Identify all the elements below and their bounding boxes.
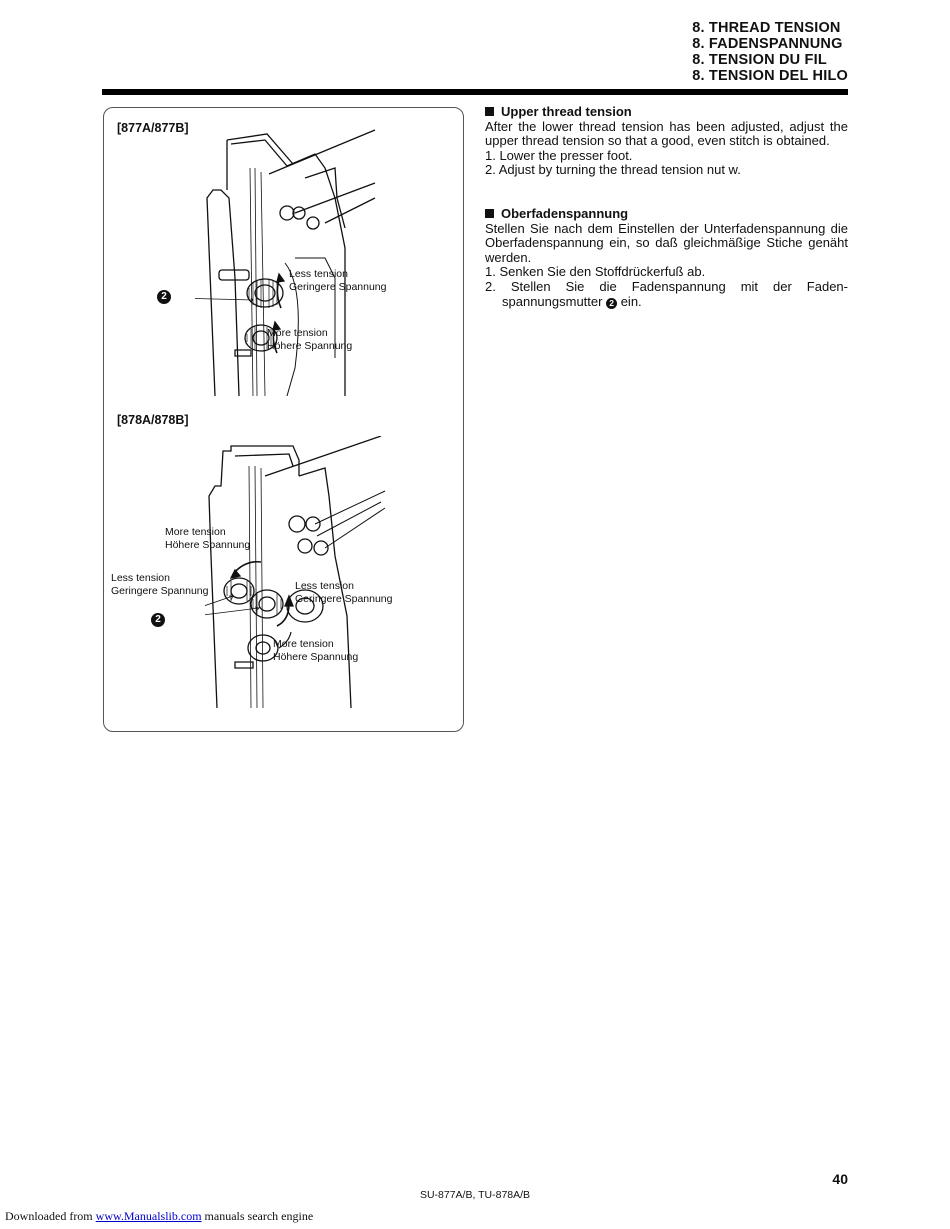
german-step-2 [485,280,848,309]
english-step-1: 1. Lower the presser foot. [485,147,633,163]
download-footer [5,1209,313,1224]
model-number: SU-877A/B, TU-878A/B [419,1189,531,1201]
header-title-en: 8. THREAD TENSION [692,20,841,36]
callout-less-de: Geringere Spannung [289,281,387,293]
tension-illustration-878 [205,436,395,708]
download-suffix: manuals search engine [204,1209,314,1223]
callout-less-bottom-2 [295,580,393,606]
bullet-square-icon [485,209,494,218]
german-step-2-text: 2. Stellen Sie die Fadenspannung mit der Faden-spannungsmutter [485,278,848,309]
german-step-2-marker: 2 [606,298,617,309]
callout-more-bottom-1 [165,526,250,552]
english-body: After the lower thread tension has been adjusted, adjust the upper thread tension so that a good, even stitch is obtained. [485,118,848,149]
german-section [485,207,848,309]
german-heading [485,207,848,222]
page-number: 40 [832,1171,848,1187]
callout-more2-en: More tension [273,638,334,650]
callout-less-top [289,268,387,294]
german-heading-text: Oberfadenspannung [501,206,629,221]
header-title-es: 8. TENSION DEL HILO [692,68,848,84]
english-section [485,105,848,178]
header-title-de: 8. FADENSPANNUNG [692,36,843,52]
callout-more-en: More tension [267,327,328,339]
callout-more1-de: Höhere Spannung [165,539,251,551]
callout-more1-en: More tension [165,526,226,538]
callout-less1-de: Geringere Spannung [111,585,209,597]
download-prefix: Downloaded from [5,1209,93,1223]
callout-less-en: Less tension [289,268,348,280]
callout-less-bottom-1 [111,572,209,598]
callout-more-bottom-2 [273,638,358,664]
header-rule [102,89,848,95]
english-heading-text: Upper thread tension [501,104,632,119]
english-heading [485,105,848,120]
callout-more-de: Höhere Spannung [267,340,353,352]
german-body: Stellen Sie nach dem Einstellen der Unterfadenspannung die Oberfadenspannung ein, so daß gleichmäßige Stiche genäht werden. [485,220,848,265]
callout-more-top [267,327,352,353]
german-step-1: 1. Senken Sie den Stoffdrückerfuß ab. [485,264,706,280]
figure-label-878: [878A/878B] [117,413,189,427]
callout-more2-de: Höhere Spannung [273,651,359,663]
callout-less1-en: Less tension [111,572,170,584]
german-step-2-end: ein. [620,293,642,309]
english-step-2: 2. Adjust by turning the thread tension nut w. [485,162,741,178]
marker-2-bottom: 2 [151,613,165,627]
marker-2-top: 2 [157,290,171,304]
tension-illustration-877 [195,128,395,396]
bullet-square-icon [485,107,494,116]
callout-less2-de: Geringere Spannung [295,593,393,605]
header-title-fr: 8. TENSION DU FIL [692,52,827,68]
manualslib-link[interactable]: www.Manualslib.com [95,1209,202,1223]
section-header [692,20,848,84]
callout-less2-en: Less tension [295,580,354,592]
figure-label-877: [877A/877B] [117,121,189,135]
